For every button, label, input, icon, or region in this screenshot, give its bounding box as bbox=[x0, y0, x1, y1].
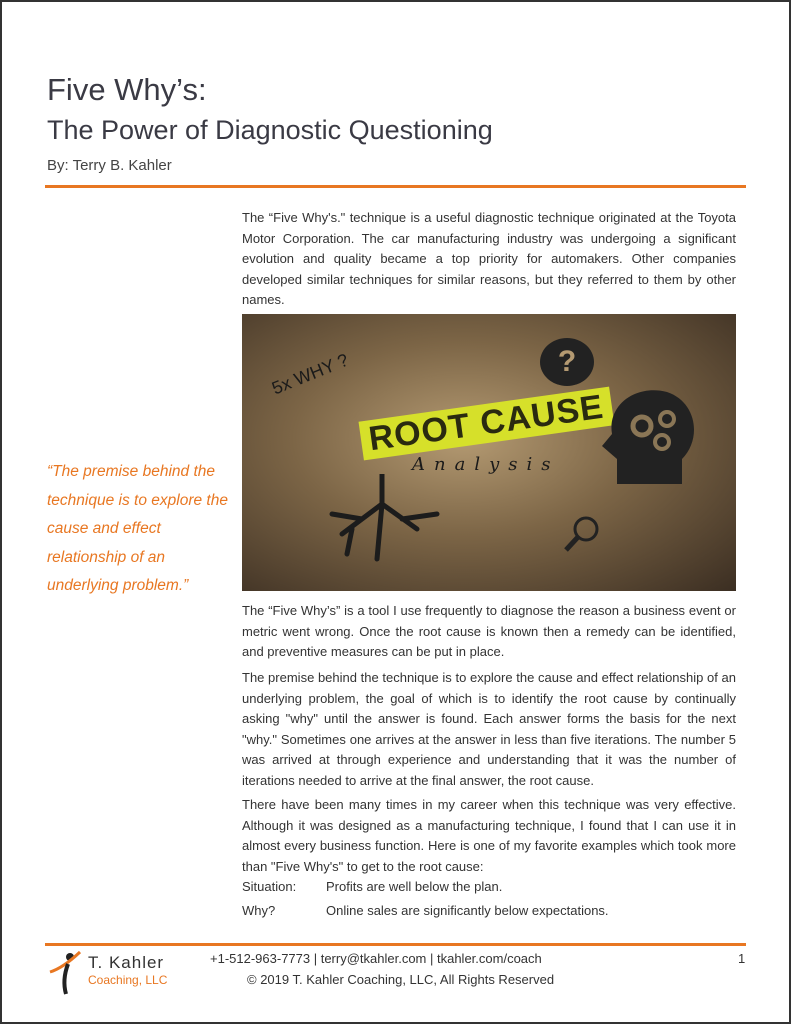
header-divider bbox=[45, 185, 746, 188]
root-cause-image bbox=[242, 314, 736, 591]
logo-name: T. Kahler bbox=[88, 953, 165, 972]
magnifier-icon bbox=[562, 514, 602, 554]
speech-bubble-icon: ? bbox=[540, 338, 594, 386]
pull-quote: “The premise behind the technique is to explore the cause and effect relationship of an underlying problem.” bbox=[47, 463, 228, 594]
subtitle: The Power of Diagnostic Questioning bbox=[47, 115, 493, 145]
footer-divider bbox=[45, 943, 746, 946]
why-text: 5x WHY ? bbox=[269, 349, 352, 399]
footer-contact: +1-512-963-7773 | terry@tkahler.com | tkahler.com/coach bbox=[210, 951, 542, 966]
footer-copyright: © 2019 T. Kahler Coaching, LLC, All Rights Reserved bbox=[247, 972, 555, 987]
why-row: Why? Online sales are significantly below expectations. bbox=[242, 903, 609, 918]
head-gears-icon bbox=[597, 384, 707, 494]
situation-row: Situation: Profits are well below the plan. bbox=[242, 879, 503, 894]
roots-icon bbox=[322, 474, 442, 564]
paragraph: The “Five Why’s” is a tool I use frequently to diagnose the reason a business event or metric went wrong. Once the root cause is known then a remedy can be identified, and preventive measures can be put in place. bbox=[242, 603, 736, 659]
byline: By: Terry B. Kahler bbox=[47, 157, 172, 174]
analysis-text: Analysis bbox=[412, 454, 560, 475]
paragraph: The premise behind the technique is to explore the cause and effect relationship of an underlying problem, the goal of which is to identify the root cause by continually asking "why" until the answer is found. Each answer forms the basis for the next "why." Sometimes one arrives at the answer in less than five iterations. The number 5 was arrived at through experience and understanding that it was the number of iterations needed to arrive at the final answer, the root cause. bbox=[242, 670, 736, 788]
logo-subtitle: Coaching, LLC bbox=[88, 973, 168, 987]
page-number: 1 bbox=[738, 951, 746, 966]
intro-paragraph: The “Five Why's." technique is a useful diagnostic technique originated at the Toyota Motor Corporation. The car manufacturing industry was undergoing a significant evolution and quality became a top priority for automakers. Other companies developed similar techniques for similar reasons, but they referred to them by other names. bbox=[242, 210, 736, 307]
root-cause-text: ROOT CAUSE bbox=[359, 387, 615, 461]
paragraph: There have been many times in my career when this technique was very effective. Although it was designed as a manufacturing technique, I found that I can use it in almost every business function. Here is one of my favorite examples which took more than "Five Why's" to get to the root cause: bbox=[242, 797, 736, 874]
title: Five Why’s: bbox=[47, 72, 207, 107]
logo-figure-icon bbox=[48, 950, 88, 995]
